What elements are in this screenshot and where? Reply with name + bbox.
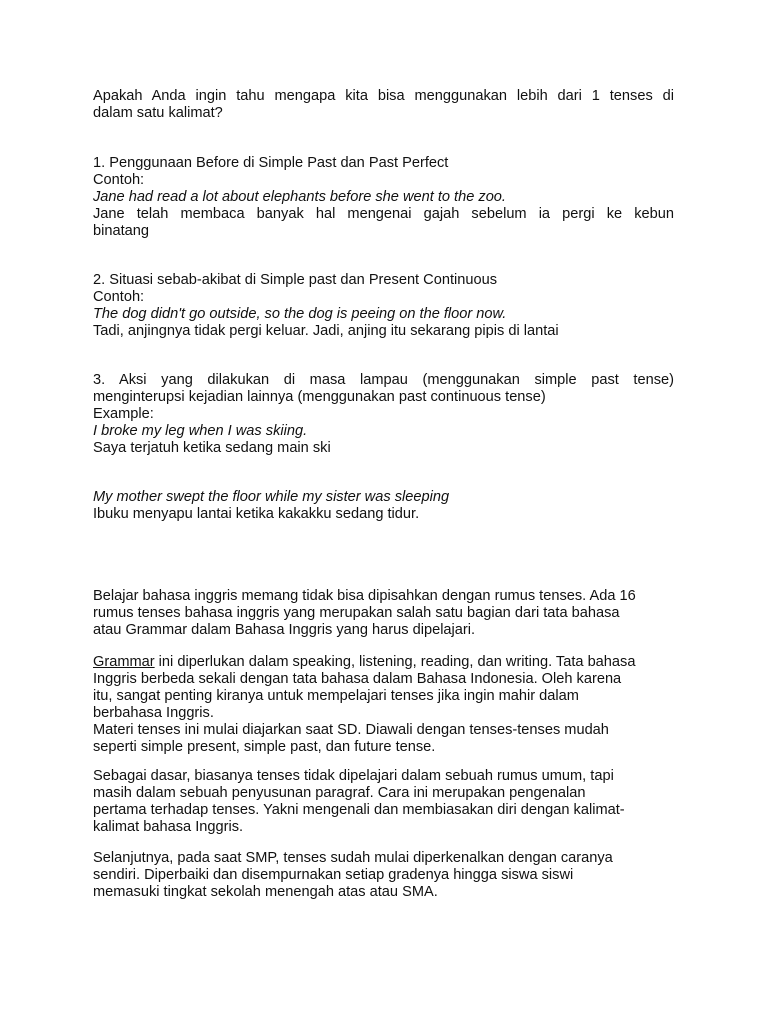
paragraph-line: Sebagai dasar, biasanya tenses tidak dipelajari dalam sebuah rumus umum, tapi (93, 768, 614, 784)
section-1 (93, 155, 674, 240)
paragraph-line: itu, sangat penting kiranya untuk mempelajari tenses jika ingin mahir dalam (93, 688, 579, 704)
paragraph-4 (93, 850, 674, 901)
section-heading: 3. Aksi yang dilakukan di masa lampau (menggunakan simple past tense) (93, 372, 674, 388)
paragraph-3 (93, 768, 674, 836)
english-example: The dog didn't go outside, so the dog is peeing on the floor now. (93, 306, 507, 322)
paragraph-line: atau Grammar dalam Bahasa Inggris yang harus dipelajari. (93, 622, 476, 638)
example-label: Example: (93, 406, 154, 422)
section-heading: 1. Penggunaan Before di Simple Past dan Past Perfect (93, 155, 449, 171)
paragraph-line: rumus tenses bahasa inggris yang merupakan salah satu bagian dari tata bahasa (93, 605, 620, 621)
paragraph-line: kalimat bahasa Inggris. (93, 819, 244, 835)
english-example: My mother swept the floor while my sister was sleeping (93, 489, 450, 505)
paragraph-line: masih dalam sebuah penyusunan paragraf. Cara ini merupakan pengenalan (93, 785, 586, 801)
translation: Saya terjatuh ketika sedang main ski (93, 440, 331, 456)
paragraph-2 (93, 654, 674, 756)
intro-line: Apakah Anda ingin tahu mengapa kita bisa menggunakan lebih dari 1 tenses di (93, 88, 674, 104)
intro-line: dalam satu kalimat? (93, 105, 223, 121)
paragraph-line: seperti simple present, simple past, dan future tense. (93, 739, 436, 755)
paragraph-line: pertama terhadap tenses. Yakni mengenali dan membiasakan diri dengan kalimat- (93, 802, 625, 818)
paragraph-line: Selanjutnya, pada saat SMP, tenses sudah mulai diperkenalkan dengan caranya (93, 850, 613, 866)
paragraph-line: memasuki tingkat sekolah menengah atas atau SMA. (93, 884, 438, 900)
section-3 (93, 372, 674, 457)
grammar-link[interactable]: Grammar (93, 654, 155, 670)
paragraph-line (93, 654, 674, 671)
english-example: Jane had read a lot about elephants before she went to the zoo. (93, 189, 506, 205)
section-heading: menginterupsi kejadian lainnya (menggunakan past continuous tense) (93, 389, 546, 405)
paragraph-1 (93, 588, 674, 639)
paragraph-line: Materi tenses ini mulai diajarkan saat SD. Diawali dengan tenses-tenses mudah (93, 722, 609, 738)
translation: Ibuku menyapu lantai ketika kakakku sedang tidur. (93, 506, 420, 522)
translation: binatang (93, 223, 149, 239)
example-label: Contoh: (93, 289, 145, 305)
paragraph-line: berbahasa Inggris. (93, 705, 214, 721)
section-2 (93, 272, 674, 340)
paragraph-line: Inggris berbeda sekali dengan tata bahasa dalam Bahasa Indonesia. Oleh karena (93, 671, 622, 687)
english-example: I broke my leg when I was skiing. (93, 423, 308, 439)
paragraph-line: sendiri. Diperbaiki dan disempurnakan setiap gradenya hingga siswa siswi (93, 867, 574, 883)
paragraph-line-rest: ini diperlukan dalam speaking, listening, reading, dan writing. Tata bahasa (154, 654, 636, 670)
section-heading: 2. Situasi sebab-akibat di Simple past dan Present Continuous (93, 272, 498, 288)
translation: Jane telah membaca banyak hal mengenai gajah sebelum ia pergi ke kebun (93, 206, 674, 222)
translation: Tadi, anjingnya tidak pergi keluar. Jadi, anjing itu sekarang pipis di lantai (93, 323, 559, 339)
intro-paragraph (93, 88, 674, 122)
example-label: Contoh: (93, 172, 145, 188)
section-3-second-example (93, 489, 674, 523)
paragraph-line: Belajar bahasa inggris memang tidak bisa dipisahkan dengan rumus tenses. Ada 16 (93, 588, 636, 604)
